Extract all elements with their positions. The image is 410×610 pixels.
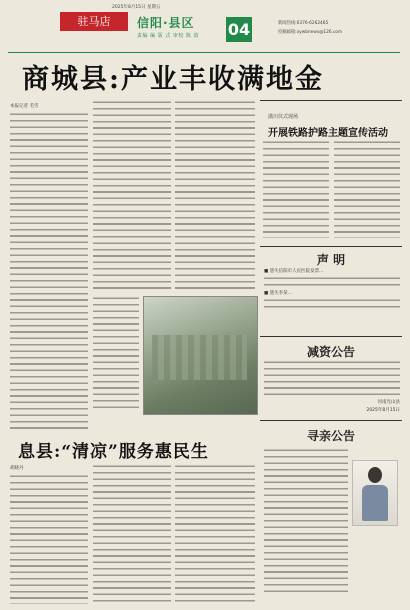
masthead-logo: 驻马店 <box>60 12 128 31</box>
notice-item: ■ 遗失李某… <box>264 291 293 296</box>
side-story-column-1 <box>263 140 329 238</box>
notice-title: 声 明 <box>316 253 346 267</box>
section-title: 信阳·县区 <box>137 16 195 30</box>
relative-search-panel <box>260 420 402 421</box>
harvest-photo <box>143 296 258 415</box>
page-header <box>0 0 410 50</box>
notice-panel <box>260 246 402 247</box>
capital-reduction-body <box>264 360 400 396</box>
article-column-3 <box>175 100 255 290</box>
side-story-kicker: 潢川仪式现场 <box>268 114 299 120</box>
second-column-3 <box>175 464 255 604</box>
second-column-1 <box>10 474 88 604</box>
submission-email: 投稿邮箱:xywbnews@126.com <box>278 30 343 35</box>
notice-body <box>264 276 400 288</box>
notice-body <box>264 298 400 310</box>
missing-person-photo <box>352 460 398 526</box>
capital-reduction-date: 2025年8月15日 <box>366 408 400 413</box>
header-rule <box>8 52 400 53</box>
notice-item: ■ 遗失信阳市人民医院发票… <box>264 269 324 274</box>
issue-date: 2025年8月15日 星期五 <box>112 5 161 10</box>
relative-search-title: 寻亲公告 <box>306 429 355 443</box>
second-byline: 胡晓丹 <box>10 466 24 471</box>
article-column-1 <box>10 112 88 432</box>
main-byline: 本报记者 毛雪 <box>10 104 39 109</box>
main-headline: 商城县:产业丰收满地金 <box>22 64 324 95</box>
capital-reduction-title: 减资公告 <box>306 345 355 359</box>
second-column-2 <box>93 464 171 604</box>
side-story-column-2 <box>334 140 400 238</box>
article-column-2 <box>93 100 171 290</box>
side-story-title: 开展铁路护路主题宣传活动 <box>268 128 388 139</box>
photo-caption <box>93 296 139 413</box>
capital-reduction-signatory: 河南光山县 <box>377 400 400 405</box>
capital-reduction-panel <box>260 336 402 337</box>
relative-search-body <box>264 448 348 594</box>
page-number: 04 <box>226 17 252 42</box>
news-hotline: 新闻热线:0376-6262465 <box>278 21 329 26</box>
second-headline: 息县:“清凉”服务惠民生 <box>18 442 209 462</box>
section-editors: 责编 编 版 式 审校 陈 韵 <box>137 33 200 39</box>
contact-info <box>278 19 342 37</box>
